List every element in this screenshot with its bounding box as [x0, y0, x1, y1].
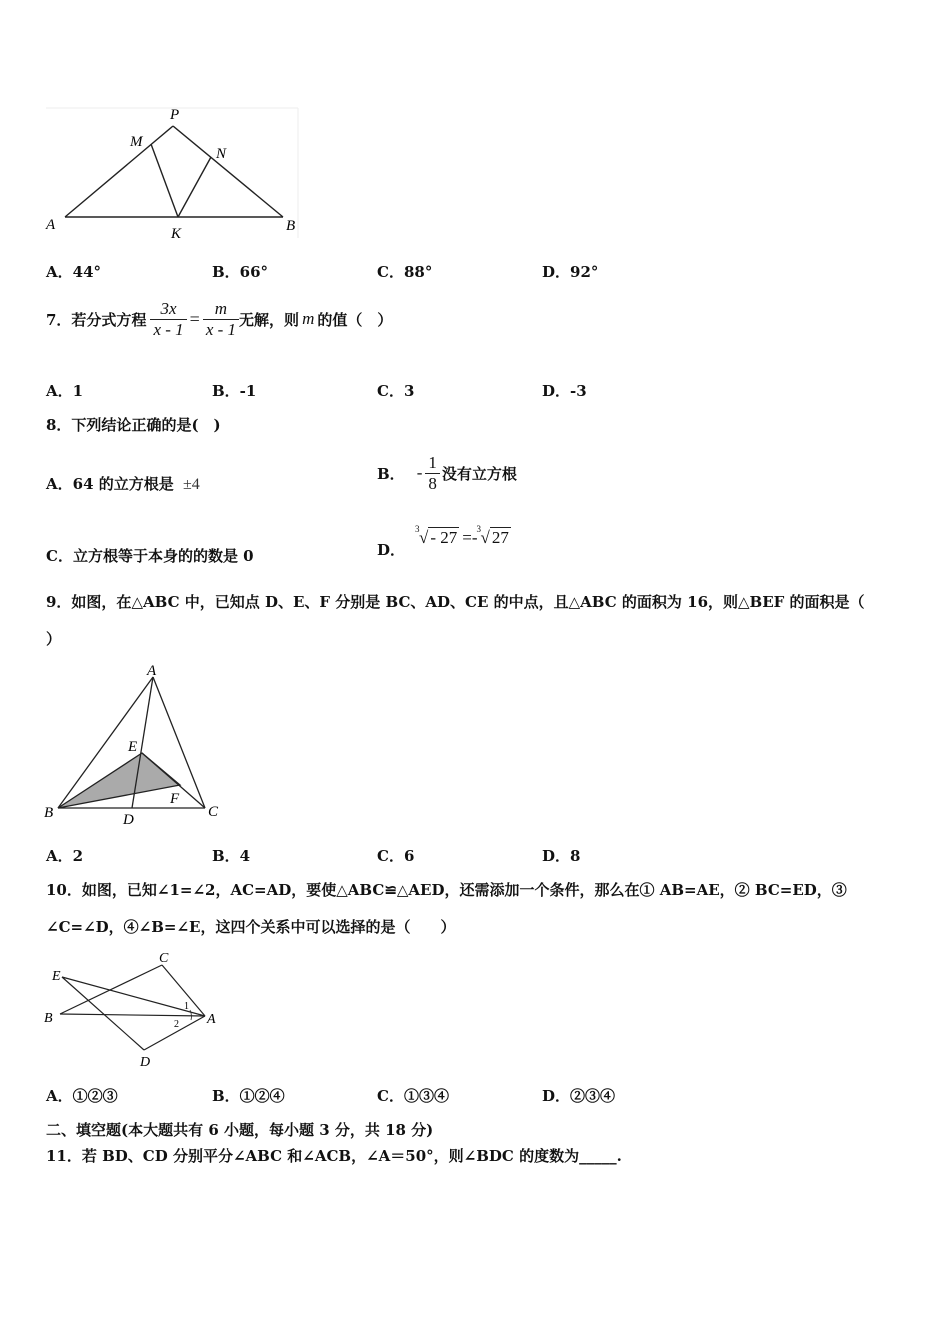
q7-mid: 无解，则	[239, 310, 300, 329]
q9-option-a: A．2	[46, 847, 84, 865]
q6-label-b: B	[286, 218, 296, 234]
q7-fraction-right	[203, 299, 239, 340]
q10-label-angle-1: 1	[184, 1001, 189, 1012]
q7-option-c: C．3	[377, 382, 415, 400]
q10-option-c: C．①③④	[377, 1087, 449, 1105]
q8-option-d-radical-2	[476, 524, 511, 548]
q9-figure	[40, 660, 230, 830]
radical-sign-icon: √	[419, 528, 429, 547]
radical-sign-icon: √	[480, 528, 490, 547]
q7-frac1-numerator: 3x	[150, 299, 186, 320]
q6-label-p: P	[170, 107, 180, 123]
q6-option-d: D．92°	[542, 263, 599, 281]
q6-label-n: N	[216, 146, 227, 162]
q9-option-b: B．4	[212, 847, 251, 865]
q6-figure	[40, 100, 305, 245]
q7-equals: =	[189, 308, 200, 329]
q9-shaded-triangle-bef	[58, 753, 180, 808]
q9-label-c: C	[208, 804, 219, 820]
q7-frac1-denominator: x - 1	[153, 319, 184, 339]
q10-option-a: A．①②③	[46, 1087, 118, 1105]
q7-option-b: B．-1	[212, 382, 257, 400]
q7-fraction-left	[150, 299, 186, 340]
q8-option-b	[377, 448, 517, 498]
q9-stem-line1: 9．如图，在△ABC 中，已知点 D、E、F 分别是 BC、AD、CE 的中点，且△ABC 的面积为 16，则△BEF 的面积是（	[46, 593, 865, 611]
q9-stem-line2: ）	[46, 630, 62, 648]
q6-label-a: A	[46, 217, 56, 233]
q11-stem: 11．若 BD、CD 分别平分∠ABC 和∠ACB，∠A＝50°，则∠BDC 的度数为_____.	[46, 1147, 622, 1165]
q8-option-c: C．立方根等于本身的的数是 0	[46, 547, 254, 565]
q9-option-d: D．8	[542, 847, 581, 865]
q8-option-d-label: D．	[377, 541, 406, 559]
q8-option-b-numerator: 1	[425, 453, 440, 474]
q10-label-d: D	[140, 1055, 151, 1070]
q9-label-e: E	[128, 739, 138, 755]
q10-label-e: E	[52, 969, 61, 984]
q9-label-b: B	[44, 805, 54, 821]
q7-prefix: 7．若分式方程	[46, 310, 147, 329]
q9-label-a: A	[147, 663, 157, 679]
q8-option-b-label: B．	[377, 464, 405, 483]
q10-label-angle-2: 2	[174, 1019, 179, 1030]
q8-option-d-radical-1	[415, 524, 459, 548]
q6-label-k: K	[171, 226, 182, 242]
q8-option-d-index-2: 3	[476, 524, 482, 534]
q8-option-b-denominator: 8	[428, 473, 437, 493]
q8-option-d-radicand-2: 27	[491, 528, 509, 547]
q10-label-b: B	[44, 1011, 53, 1026]
q6-option-b: B．66°	[212, 263, 269, 281]
q8-option-d-radicand-1: - 27	[430, 528, 458, 547]
q9-label-d: D	[123, 812, 134, 828]
q6-label-m: M	[130, 134, 143, 150]
q10-option-d: D．②③④	[542, 1087, 616, 1105]
q8-option-b-fraction	[425, 453, 440, 494]
q9-label-f: F	[170, 791, 180, 807]
q7-var: m	[302, 309, 315, 328]
q8-option-a	[46, 473, 200, 494]
q7-option-d: D．-3	[542, 382, 587, 400]
q8-option-b-neg: -	[416, 463, 423, 482]
q8-option-d	[377, 524, 511, 562]
q10-stem-line2: ∠C=∠D，④∠B=∠E，这四个关系中可以选择的是（ ）	[46, 918, 456, 936]
q7-frac2-numerator: m	[203, 299, 239, 320]
q9-option-c: C．6	[377, 847, 415, 865]
q10-label-c: C	[159, 951, 169, 966]
q8-option-a-text: A．64 的立方根是	[46, 475, 174, 493]
q8-stem: 8．下列结论正确的是( )	[46, 416, 221, 434]
q6-option-a: A．44°	[46, 263, 102, 281]
q8-option-b-text: 没有立方根	[441, 464, 517, 483]
q7-suffix: 的值（ ）	[317, 310, 393, 329]
q7-option-a: A．1	[46, 382, 84, 400]
q6-option-c: C．88°	[377, 263, 433, 281]
q7-frac2-denominator: x - 1	[205, 319, 237, 339]
q7-stem	[46, 294, 392, 344]
q10-figure	[40, 948, 230, 1073]
q10-stem-line1: 10．如图，已知∠1=∠2，AC=AD，要使△ABC≌△AED，还需添加一个条件，那么在① AB=AE，② BC=ED，③	[46, 881, 847, 899]
q8-option-d-mid: =-	[462, 528, 478, 547]
q10-label-a: A	[207, 1012, 216, 1027]
q10-option-b: B．①②④	[212, 1087, 285, 1105]
q8-option-d-index-1: 3	[415, 524, 420, 534]
q8-option-a-math: ±4	[182, 476, 200, 493]
section-2-title: 二、填空题(本大题共有 6 小题，每小题 3 分，共 18 分)	[46, 1121, 434, 1139]
